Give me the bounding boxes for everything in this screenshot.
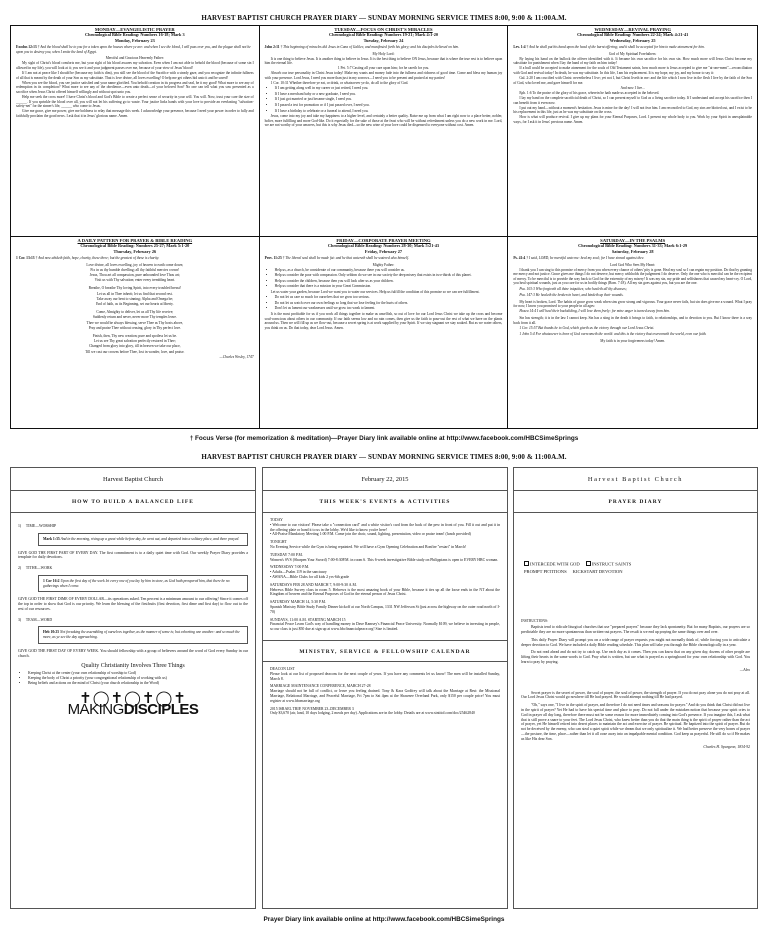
paragraph: Absorb our true personality in Christ Jesus today! Make my wants and money fade into the fullness and richness of good time. Come and bless my human joy with your presence. Lord Jesus, I need you more than just in my sorrows—I need you to be present and praised at my parties!: [264, 71, 503, 81]
day-title: A DAILY PATTERN FOR PRAYER & BIBLE READING: [77, 238, 193, 243]
purpose-checks-row-1: [524, 561, 757, 567]
balance-item-team: 3) TEAM—WORD Heb 10:25 Not forsaking the assembling of ourselves together, as the manner of some is; but exhorting one another: and so much the more, as ye see the day approaching. GIVE GOD THE FIRST DAY OF EVERY WEEK. You should fellowship with a group of believers around the word of God every Sunday in our church.: [18, 617, 248, 658]
day-title: WEDNESDAY—REVIVAL PRAYING: [594, 27, 671, 32]
church-name: Harvest Baptist Church: [514, 468, 757, 491]
ministry-title: DEACON LIST: [270, 666, 295, 671]
hymn-line: Take away our bent to sinning; Alpha and Omega be;: [96, 296, 174, 301]
hymn-line: End of faith, as its Beginning, set our hearts at liberty.: [96, 301, 174, 306]
event-title: SATURDAY MARCH 14, 5:30 P.M.: [270, 600, 326, 605]
event-text: No Evening Service while the Gym is being repainted. We will have a Gym Opening Celebration and Bonfire "restart" in March!: [270, 544, 467, 549]
paragraph: Let us water your garden, because Lord we want you to water our services. Help us fulfill the condition of this promise so we can see fulfillment.: [270, 290, 480, 295]
day-date: Saturday, February 28: [611, 248, 654, 254]
paragraph: "Oh," says one, "I live in the spirit of prayer, and therefore I do not need times and seasons for prayer." And do you think that Christ did not live in the spirit of prayer? Yet He had to have his special time and place to pray. Do not fall under the mistaken notion that because your spirit cries to God in prayer all day long, therefore there must not be some reason for more immediately coming into God's presence. If you imagine this, I ask what that is still prove a snare to your feet. The Lord Jesus Christ, who knew better than you do that the main thing is the spirit of prayer rather than the act of prayer, yet He himself retired into desert places to maintain the act and exercise of prayer. Be spiritual. Be baptized into the spirit of prayer. But do not be deceived by the enemy, who can steal a quiet spirit while we dream that we only spiritualize it. We had better preserve the very bones of prayer—the posture, the time, place—rather than let it all ooze away into an impalpable mental condition. God keep us prayerful. He still do so if He makes us like His dear Son.: [521, 703, 750, 741]
day-date: Friday, February 27: [364, 248, 403, 254]
list-item: • Being beliefs and actions on the mind of Christ (your church relationship in the Word): [28, 681, 248, 686]
check-prompt: PROMPT PETITIONS: [524, 568, 567, 574]
event-item: [270, 565, 500, 579]
events-panel: [262, 467, 508, 909]
event-title: SATURDAYS FEB 28 AND MARCH 7, 9:00-9:30 A.M.: [270, 582, 357, 587]
ministry-title: MARRIAGE MAINTENANCE CONFERENCE, MARCH 27-28: [270, 684, 371, 689]
paragraph: 1 John 5:4 For whatsoever is born of God overcometh the world: and this is the victory that overcometh the world, even our faith.: [519, 332, 707, 337]
list-item: • Help us consider the children, because then you will look after us as your children.: [275, 279, 503, 284]
list-item: • Do not let us care so much for ourselves that we grow too serious.: [275, 295, 503, 300]
ministry-list: [263, 662, 507, 724]
focus-verse: Ps. 41:4 † I said, LORD, be merciful unto me: heal my soul; for I have sinned against thee.: [513, 256, 645, 261]
paragraph: This daily Prayer Diary will prompt you on a wide range of prayer requests you might not normally think of, while forcing you to articulate a deeper devotion to God. We have included a daily Bible reading schedule. This plan will take you through the Bible chronologically in a year.: [521, 637, 750, 647]
hymn-line: Till we cast our crowns before Thee, lost in wonder, love, and praise.: [85, 349, 185, 354]
signature: —Alex: [739, 667, 750, 672]
list-item: • If I have a merchant baby or a new graduate, I need you.: [275, 92, 503, 97]
list-item: • If I just got married or just became single, I need you.: [275, 97, 503, 102]
day-date: Thursday, February 26: [113, 248, 157, 254]
friday-cell: [260, 237, 509, 428]
event-text: Spanish Ministry Bible Study Family Dinner kickoff at our North Campus, 1331 NW Jefferson St (just across the highway on the outer road north of I-70): [270, 604, 500, 614]
hymn-line: Breathe, O breathe Thy loving Spirit, into every troubled breast!: [88, 286, 182, 291]
hymn-line: Changed from glory into glory, till in heaven we take our place,: [89, 344, 181, 349]
event-item: [270, 553, 500, 563]
hymn-line: Thee we would be always blessing, serve Thee as Thy hosts above,: [86, 320, 184, 325]
event-title: TONIGHT: [270, 540, 287, 545]
day-title: FRIDAY—CORPORATE PRAYER MEETING: [336, 238, 431, 243]
bible-reading: Chronological Bible Reading: Numbers 22-24; Mark 4:21-41: [577, 32, 689, 38]
hymn-line: Love divine, all loves excelling, joy of heaven to earth come down;: [86, 262, 184, 267]
paragraph: My faith is in your forgiveness today! Amen.: [600, 338, 666, 343]
ministry-item: [270, 667, 500, 681]
paragraph: 1 Cor. 15:57 But thanks be to God, which giveth us the victory through our Lord Jesus Christ.: [519, 325, 655, 330]
paragraph: Do not read ahead and do not try to catch up. Use each day as it comes. Then you can know that on any given day, dozens of other people are lifting their hearts in the same words to God. Pray what is written, but use what is prayed as a springboard for your own relationship with God. You learn to pray by praying.: [521, 650, 750, 665]
hymn-line: Visit us with Thy salvation; enter every trembling heart.: [94, 277, 176, 282]
bible-reading: Chronological Bible Reading: Numbers 31-33; Mark 6:1-29: [578, 243, 688, 249]
paragraph: If a bull could be accepted to make atonement for the souls of Old Testament saints, how much more is Jesus accepted to give me "at-one-ment"—reconciliation with God and revival today! In death, he was my substitute. In this life, I am his replacement. It is my hope, my joy, and my honor to say it:: [513, 66, 752, 75]
paragraph: 1 Cor. 10:31 Whether therefore ye eat, or drink, or whatsoever ye do, do all to the glory of God.: [270, 81, 409, 86]
principle-text: GIVE GOD THE FIRST PART OF EVERY DAY. The first commitment is to a daily quiet time with God. Our weekly Prayer Diary provides a template for daily devotions.: [18, 550, 248, 560]
paragraph: I lay my hand on the complete sacrificial death of Christ, so I can present myself to God as a living sacrifice today. If I understand and accept his sacrifice then I can benefit from it even now.: [513, 95, 752, 105]
ministry-text: Please look at our list of proposed deacons for the next couple of years. If you have any comments let us know! The men will be installed Sunday, March 8.: [270, 671, 500, 681]
quality-title: Quality Christianity Involves Three Things: [81, 663, 185, 670]
paragraph: Mighty Father:: [372, 262, 395, 267]
paragraph: 1 Pet. 5:7 Casting all your care upon him; for he careth for you.: [337, 66, 430, 71]
paragraph: By laying his hand on the bullock the offerer identified with it. It became his own sacrifice for his own sin. How much more will Jesus Christ become my substitute for punishment when I lay the hand of my faith on him today!: [513, 56, 752, 66]
monday-cell: [11, 26, 260, 237]
wednesday-cell: [508, 26, 757, 237]
verse-box: 1 Cor 16:2 Upon the first day of the week let every one of you lay by him in store, as God hath prospered him, that there be no gatherings when I come.: [38, 575, 248, 592]
footer-link-note: Prayer Diary link available online at http://www.facebook.com/HBCSimeSprings: [263, 916, 505, 923]
bullet-list: [275, 295, 503, 311]
paragraph: When you see the blood, you see justice satisfied and your name glorified. You behold creation in its progress and seal, be it my good! What more to see any of redemption in its completion? What more to see any of the obedience—even unto death—of your beloved Son? No one can tell what you saw presented as a sacrifice when Jesus Christ offered himself willingly and without spot unto you.: [16, 80, 254, 94]
paragraph: Help me seek the cross more! I have Christ's blood and God's Bible to create a perfect sense of security in your will. You will. Now, trust your care the size of ______. If you sprinkle the blood over all, you will not let his suffering go to waste. Your justice links hands with your love to provide an everlasting "salvation-safety-net" for the sinner's life, ______ who come to Jesus.: [16, 94, 254, 109]
hymn-line: Fix in us thy humble dwelling; all thy faithful mercies crown!: [90, 267, 180, 272]
section-title-ministry: MINISTRY, SERVICE & FELLOWSHIP CALENDAR: [263, 640, 507, 662]
paragraph: My Holy Lord:: [372, 51, 395, 56]
principle-text: GIVE GOD THE FIRST DAY OF EVERY WEEK. You should fellowship with a group of believers around the word of God every Sunday in our church.: [18, 648, 248, 658]
quote-credit: Charles H. Spurgeon, 1834-92: [703, 744, 750, 749]
verse-box: Mark 1:35 And in the morning, rising up a great while before day, he went out, and departed into a solitary place, and there prayed.: [38, 533, 248, 546]
paragraph: Sin has strength; it is in the law I cannot keep. Sin has a sting in the death it brings to faith, to relationships, and to devotion to you. But I know there is a way back from it all.: [513, 316, 752, 325]
paragraph: How is what will produce revival. I give up my plans for your Eternal Purposes, Lord. I present my whole body to you. Work by your Spirit in unexplainable ways, for I ask it in Jesus' precious name. Amen.: [513, 115, 752, 124]
bulletin-date: February 22, 2015: [263, 468, 507, 491]
church-name: Harvest Baptist Church: [11, 468, 255, 491]
check-intercede: INTERCEDE WITH GOD: [524, 561, 580, 567]
list-item: • If I have a birthday to celebrate or a funeral to attend, I need you.: [275, 109, 503, 114]
event-text: Financial Peace Learn God's way of handling money in Dave Ramsey's Financial Peace University. Normally $109, we believe in investing in people, so our class is just $50 due at sign up at www.hbcfinancialpeace.org! Size is limited.: [270, 622, 500, 632]
balance-item-time: 1) TIME—WORSHIP Mark 1:35 And in the morning, rising up a great while before day, he went out, and departed into a solitary place, and there prayed. GIVE GOD THE FIRST PART OF EVERY DAY. The first commitment is to a daily quiet time with God. Our weekly Prayer Diary provides a template for daily devotions.: [18, 524, 248, 560]
focus-verse: John 2:11 † This beginning of miracles did Jesus in Cana of Galilee, and manifested forth his glory; and his disciples believed on him.: [264, 45, 460, 50]
balanced-life-body: [11, 513, 255, 717]
event-title: TUESDAY 7:00 P.M.: [270, 552, 303, 557]
check-instruct: INSTRUCT SAINTS: [586, 561, 632, 567]
event-item: [270, 583, 500, 597]
hymn-line: Suddenly return and never, never more Thy temples leave.: [92, 315, 177, 320]
list-item: • Do not let us watch over our own feelings so long that we lose feeling for the hurts of others.: [275, 301, 503, 306]
event-text: • Adults—Psalm 119 in the sanctuary: [270, 570, 327, 575]
paragraph: I thank you I can sing to this promise of mercy from you when every chance of others' pity is gone. Heal my soul so I can regain my position. Do that by granting me mercy and not justice. Grace gives me things I do not deserve, but mercy withholds the judgement I do deserve. Only the one who is merciful can be the recipient of mercy. To be merciful is to provide the way back to God for the extremity of my misery! It was my sin, my pride and selfishness that caused my heart-cry. O Lord, you heal spiritual wounds, just as you care for us in bodily things (Rom. 7:18). All my sin goes against you, but you are the one.: [513, 267, 752, 286]
paragraph: Give me grace, give me power, give me boldness to relay that message this week. I acknowledge your presence, because I need your power in order to fully and faithfully proclaim the good news. I ask that it in Jesus' glorious name. Amen.: [16, 109, 254, 118]
bible-reading: Chronological Bible Reading: Numbers 25-27; Mark 5:1-20: [80, 243, 190, 249]
verse-box: Heb 10:25 Not forsaking the assembling of ourselves together, as the manner of some is; but exhorting one another: and so much the more, as ye see the day approaching.: [38, 626, 248, 643]
paragraph: Hosea 14:4 I will heal their backsliding, I will love them freely: for mine anger is turned away from him.: [519, 309, 670, 314]
balanced-life-panel: [10, 467, 256, 909]
paragraph: Psa. 147:3 He healeth the broken in heart, and bindeth up their wounds.: [519, 293, 624, 298]
ministry-title: 2015 ISRAEL TRIP, NOVEMBER 23–DECEMBER 3: [270, 706, 354, 711]
bullet-list: [275, 268, 503, 289]
hymn-line: Jesus, Thou art all compassion, pure unbounded love Thou art;: [89, 272, 180, 277]
day-date: Monday, February 23: [114, 37, 155, 43]
day-date: Wednesday, February 25: [609, 37, 656, 43]
list-item: • Keeping Christ at the center (your own relationship of worship to God): [28, 671, 248, 676]
section-title: PRAYER DIARY: [514, 491, 757, 513]
list-item: • Help us consider that there is a mission in your Great Commission.: [275, 284, 503, 289]
event-title: WEDNESDAY 7:00 P.M.: [270, 565, 310, 570]
paragraph: God of My Spiritual Forefathers:: [608, 51, 657, 56]
prayer-diary-panel: [513, 467, 758, 909]
making-disciples-logo: ✝◯✝◯✝◯✝ MAKINGDISCIPLES: [18, 690, 248, 713]
hymn-credit: —Charles Wesley, 1747: [219, 354, 254, 359]
hymn-line: Let us see Thy great salvation perfectly restored in Thee;: [93, 339, 176, 344]
quality-list: [28, 671, 248, 685]
event-text: Women's SVS (Sharpen Your Sword) 7:00-8:30P.M. in room 6. This 6-week investigative Bible study on Philippians is open to EVERY HBC woman.: [270, 557, 499, 562]
list-item: • Keeping the body of Christ a priority (your congregational relationship of working with us): [28, 676, 248, 681]
paragraph: Baptists tend to ridicule liturgical churches that use "prepared prayers" because they lack spontaneity. But for many Baptists, our prayers are so predictable they are no more spontaneous than written-out prayers. The result is we end up praying the same things over and over.: [521, 625, 750, 635]
list-item: • If I am getting along well in my career or just retired, I need you.: [275, 86, 503, 91]
event-text: • AWANA—Bible Clubs for all kids 2 yrs-6th grade: [270, 574, 350, 579]
day-title: SATURDAY—IN THE PSALMS: [600, 238, 666, 243]
ministry-item: [270, 707, 500, 717]
paragraph: Gal. 2:20 I am crucified with Christ: nevertheless I live; yet not I, but Christ liveth in me: and the life which I now live in the flesh I live by the faith of the Son of God, who loved me, and gave himself for me.: [513, 76, 752, 85]
hymn-lyrics: [16, 263, 254, 355]
hymn-line: Come, Almighty to deliver, let us all Thy life receive;: [96, 310, 174, 315]
paragraph: Secret prayer is the secret of power, the soul of prayer, the soul of power, the strength of prayer. If you do not pray alone you do not pray at all. Our Lord Jesus Christ would go nowhere till He had prayed. He would attempt nothing till He had prayed.: [521, 690, 750, 700]
hymn-line: Pray and praise Thee without ceasing, glory in Thy perfect love.: [88, 325, 181, 330]
paragraph: My sight of Christ's blood comforts me, but your sight of his blood assures my salvation. Even when I am not able to behold the blood (because of some sin I allowed in my life), you will look at it; you see it and your judgment passes over me, because of your view of Jesus' blood!: [16, 61, 254, 70]
hymn-line: Let us all in Thee inherit; let us find that second rest.: [96, 291, 173, 296]
paragraph: Jesus, come into my joy and take my happiness to a higher level, and certainly a better quality. Raise me up from what I am right now to a place better, nobler, holier, more fulfilling and more God-like. Do it especially for the sake of those at the feast who will be without refreshment unless you do a new work in me. Lord, we are not worthy of your answers, but this is why Jesus died—so the new wine of your love could be dispensed to everyone without cost. Amen.: [264, 114, 503, 128]
paragraph: Eph. 1:6 To the praise of the glory of his grace, wherein he hath made us accepted in the beloved.: [519, 90, 660, 95]
focus-verse: Lev. 1:4 † And he shall put his hand upon the head of the burnt offering; and it shall be accepted for him to make atonement for him.: [513, 45, 705, 50]
focus-verse-note: † Focus Verse (for memorization & meditation)—Prayer Diary link available online at http://www.facebook.com/HBCSimeSprings: [189, 435, 579, 442]
bible-reading: Chronological Bible Reading: Numbers 28-30; Mark 5:21-43: [327, 243, 440, 249]
ministry-text: Marriage should not be full of conflict, or leave you feeling drained. Tony & Kara Godfrey will talk about the Marriage at Rest: the Missional Marriage, Relational Marriage, and Peaceful Marriage, Fri 7pm to Sat 4pm at the Shawnee Overland Park, only $150 per couple price! You must register at www.hbcmarriage.org: [270, 689, 500, 703]
paragraph: Merciful and Gracious Heavenly Father:: [105, 56, 164, 61]
paragraph: Lord God Who Sees My Heart:: [610, 262, 656, 267]
diary-header-2: HARVEST BAPTIST CHURCH PRAYER DIARY — SUNDAY MORNING SERVICE TIMES 8:00, 9:00 & 11:00A.M.: [201, 453, 567, 461]
ministry-text: Only $3,670 (air, land, 10 days lodging, 2 meals per day). Applications are in the lobby. Details are at www.sintitol.com/doc/25462840: [270, 711, 475, 716]
saturday-cell: [508, 237, 757, 428]
list-item: • Don't let us lament our weaknesses until we grow too weak to lament.: [275, 306, 503, 311]
section-title: HOW TO BUILD A BALANCED LIFE: [11, 491, 255, 513]
event-text: Hebrews Bible Survey class in room 5. Hebrews is the most amazing book of your Bible, because it ties up all the loose ends in the NT about the Kingdom of heaven and the Eternal Purposes of God in the eternal person of Jesus Christ.: [270, 587, 500, 597]
section-title: THIS WEEK'S EVENTS & ACTIVITIES: [263, 491, 507, 513]
event-item: [270, 600, 500, 614]
event-text: • Welcome to our visitors! Please take a "connection card" and a white visitor's card from the back of the pew in front of you. Fill it out and put it in the offering plate or hand it to us in the lobby. We'd like to know you're here!: [270, 522, 500, 532]
focus-verse: Prov. 11:25 † The liberal soul shall be made fat: and he that watereth shall be watered also himself.: [264, 256, 409, 261]
paragraph: It is one thing to believe Jesus. It is another thing to believe in Jesus. It is the best thing to believe ON Jesus, because that is where the true rest is to believe upon him the eternal life.: [264, 56, 503, 66]
event-title: TODAY: [270, 518, 283, 522]
check-kickstart: KICKSTART DEVOTION: [572, 568, 623, 574]
bible-reading: Chronological Bible Reading: Numbers 19-21; Mark 4:1-20: [328, 32, 438, 38]
event-text: • All-Praise Mandatory Meeting 1:00 P.M. Come join the choir, sound, lighting, presentation, video or praise team! (lunch provided): [270, 532, 471, 537]
principle-text: GIVE GOD THE FIRST DIME OF EVERY DOLLAR—its operations asked. Ten percent is a minimum amount to our offering! Since it comes off the top in order to show that God is our priority. We learn the blessing of the firstfruits (first devotion, first dime and first day) to flow out to the rest of our resources.: [18, 597, 248, 611]
thursday-cell: [11, 237, 260, 428]
ministry-item: [270, 684, 500, 703]
day-title: TUESDAY—FOCUS ON CHRIST'S MIRACLES: [334, 27, 433, 32]
day-title: MONDAY—EVANGELISTIC PRAYER: [94, 27, 175, 32]
events-list: [263, 513, 507, 640]
focus-verse: Exodus 12:13 † And the blood shall be to you for a token upon the houses where ye are: and when I see the blood, I will pass over you, and the plague shall not be upon you to destroy you, when I smite the land of Egypt.: [16, 45, 251, 54]
diary-header: HARVEST BAPTIST CHURCH PRAYER DIARY — SUNDAY MORNING SERVICE TIMES 8:00, 9:00 & 11:00A.M.: [201, 14, 567, 22]
paragraph: If I am not at peace like I should be (because my faith is dim), you still see the blood of the Sacrifice with a steady gaze, and you recognize the infinite fullness of all that is meant by the death of your Son as my substitute. That is love divine, all loves excelling! O help me get others hid unto it and be saved!: [16, 70, 254, 80]
event-title: SUNDAYS, 11:00 A.M. STARTING MARCH 15: [270, 617, 346, 622]
bullet-list: [275, 86, 503, 113]
list-item: • Help us, as a church, be considerate of our community, because there you will consider us.: [275, 268, 503, 273]
prayer-diary-grid: [10, 25, 758, 429]
instructions: [514, 574, 757, 755]
paragraph: And now I live...: [620, 85, 645, 90]
event-item: [270, 540, 500, 550]
paragraph: Psa. 103:3 Who forgiveth all thine iniquities; who healeth all thy diseases;: [519, 286, 627, 291]
day-date: Tuesday, February 24: [363, 37, 404, 43]
focus-verse: 1 Cor. 13:13 † And now abideth faith, hope, charity, these three; but the greatest of these is charity.: [16, 256, 160, 261]
paragraph: My heart is broken, Lord. The habits of grace grow weak when sins grow strong and vigorous. Your grace never fails, but sin does give me a wound. What I pray for now, I know you promised to your people in all ages:: [513, 299, 752, 309]
instructions-label: INSTRUCTIONS:: [521, 618, 548, 623]
list-item: • If I passed a test for promotion or if I just passed over, I need you.: [275, 103, 503, 108]
discipleship-icons: ✝◯✝◯✝◯✝: [79, 690, 187, 707]
list-item: • Help us consider the poor with compassion. Only seldom do we see in our society the deep misery that exists in two-thirds of this planet.: [275, 273, 503, 278]
bible-reading: Chronological Bible Reading: Numbers 16-18; Mark 3: [84, 32, 185, 38]
paragraph: It is the most profitable for us if you work all things together to make us unselfish, so out of love for our Lord Jesus Christ we take up the cross and become soul-conscious about others in our community. If our faith seems low and no rain comes, then give us the faith to pour-out the rest of what we have on the plants around us. Then we will fill up as we flow-out, because a secret spring is at work supplied by your Spirit. If we stay stagnant we stay soaked. But as we water others, you think on us. Do that today, dear Lord Jesus. Amen.: [264, 311, 503, 330]
event-item: [270, 618, 500, 632]
paragraph: I put out my hand—without a moment's hesitation. Jesus is mine for the day! I will not fear him. I am reconciled to God, my sins are blotted out, and I exist to be his replacement in this life, just as he was my substitute on the cross.: [513, 105, 752, 115]
event-item: [270, 518, 500, 537]
balance-item-tithe: 2) TITHE—WORK 1 Cor 16:2 Upon the first day of the week let every one of you lay by him in store, as God hath prospered him, that there be no gatherings when I come. GIVE GOD THE FIRST DIME OF EVERY DOLLAR—its operations asked. Ten percent is a minimum amount to our offering! Since it comes off the top in order to show that God is our priority. We learn the blessing of the firstfruits (first devotion, first dime and first day) to flow out to the rest of our resources.: [18, 566, 248, 611]
hymn-line: Finish, then, Thy new creation; pure and spotless let us be.: [92, 334, 177, 339]
tuesday-cell: [260, 26, 509, 237]
